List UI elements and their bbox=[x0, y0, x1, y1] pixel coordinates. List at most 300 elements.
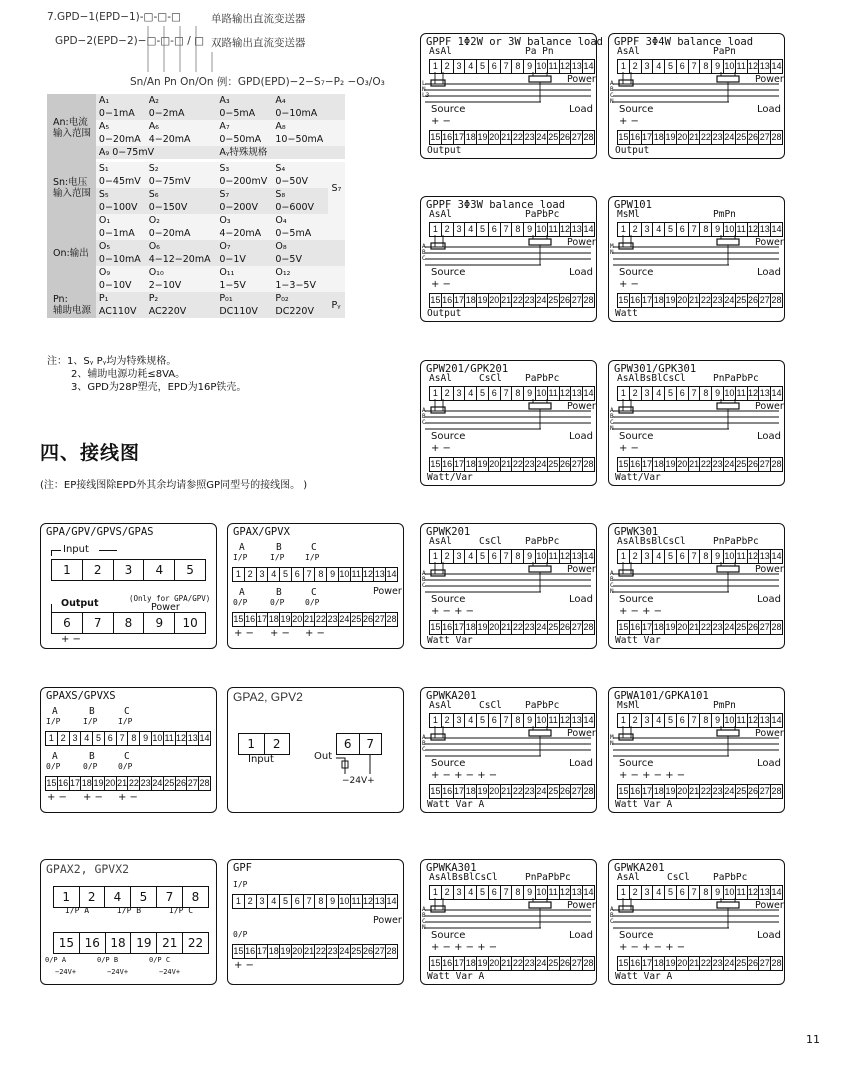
terminal: 22 bbox=[512, 132, 523, 142]
terminal: 16 bbox=[442, 622, 453, 632]
terminal: 1 bbox=[618, 886, 630, 899]
terminal: 13 bbox=[374, 569, 385, 579]
phase-label: A bbox=[422, 734, 426, 741]
terminal: 6 bbox=[489, 223, 501, 236]
terminal: 5 bbox=[665, 223, 677, 236]
polarity-label: + − bbox=[619, 279, 639, 290]
terminal: 8 bbox=[700, 223, 712, 236]
model-desc-2: 双路输出直流变送器 bbox=[211, 37, 306, 49]
terminal: 28 bbox=[583, 295, 594, 305]
polarity-label: + − bbox=[619, 443, 639, 454]
terminal: 16 bbox=[630, 459, 641, 469]
diagram-title: GPPF 1Φ2W or 3W balance load bbox=[426, 36, 604, 48]
terminal: 21 bbox=[501, 295, 512, 305]
terminal: 5 bbox=[477, 387, 489, 400]
terminal: 13 bbox=[759, 61, 770, 71]
terminal: 14 bbox=[583, 551, 594, 561]
terminal: 6 bbox=[489, 60, 501, 73]
terminal: 24 bbox=[724, 295, 735, 305]
terminal: 5 bbox=[280, 895, 292, 908]
terminal: 17 bbox=[69, 778, 80, 788]
right-channel-label: PaPbPc bbox=[713, 872, 748, 883]
terminal: 6 bbox=[677, 223, 689, 236]
terminal: 12 bbox=[559, 715, 570, 725]
phase-label: C bbox=[610, 419, 614, 426]
terminal: 5 bbox=[665, 550, 677, 563]
right-channel-label: PmPn bbox=[713, 209, 736, 220]
terminal: 3 bbox=[642, 223, 654, 236]
terminal: 25 bbox=[548, 958, 559, 968]
terminal: 11 bbox=[736, 388, 746, 398]
terminal: 7 bbox=[501, 223, 513, 236]
terminal: 15 bbox=[46, 778, 57, 788]
right-channel-label: PaPbPc bbox=[525, 209, 560, 220]
phase-label: C bbox=[422, 255, 426, 262]
right-channel-label: PnPaPbPc bbox=[525, 872, 571, 883]
terminal: 7 bbox=[304, 895, 316, 908]
terminal: 11 bbox=[736, 715, 746, 725]
terminal: 6 bbox=[489, 886, 501, 899]
terminal: 15 bbox=[618, 786, 629, 796]
terminal: 15 bbox=[618, 459, 629, 469]
diagram-title: GPPF 3Φ4W balance load bbox=[614, 36, 754, 48]
terminal: 18 bbox=[268, 946, 279, 956]
terminal: 9 bbox=[712, 550, 724, 563]
output-type-label: Watt Var bbox=[615, 635, 661, 646]
terminal: 19 bbox=[477, 622, 488, 632]
terminal: 2 bbox=[58, 732, 70, 745]
model-desc-1: 单路输出直流变送器 bbox=[211, 13, 306, 25]
polarity-label: + − bbox=[619, 116, 639, 127]
right-channel-label: Pa Pn bbox=[525, 46, 554, 57]
terminal: 27 bbox=[571, 622, 582, 632]
phase-label: A bbox=[610, 80, 614, 87]
right-channel-label: PnPaPbPc bbox=[713, 536, 759, 547]
terminal: 2 bbox=[442, 714, 454, 727]
terminal: 15 bbox=[430, 295, 441, 305]
terminal: 3 bbox=[454, 886, 466, 899]
terminal: 22 bbox=[512, 295, 523, 305]
source-label: Source bbox=[619, 267, 654, 278]
terminal: 25 bbox=[736, 958, 747, 968]
terminal: 7 bbox=[689, 886, 701, 899]
phase-label: B bbox=[610, 576, 614, 583]
terminal: 9 bbox=[524, 387, 536, 400]
section-title: 四、接线图 bbox=[40, 442, 141, 464]
terminal: 24 bbox=[724, 786, 735, 796]
terminal: 2 bbox=[630, 223, 642, 236]
diagram-gpwa101 bbox=[608, 687, 785, 813]
terminal: 13 bbox=[759, 388, 770, 398]
terminal: 24 bbox=[339, 946, 350, 956]
terminal: 8 bbox=[512, 387, 524, 400]
terminal: 23 bbox=[712, 958, 723, 968]
terminal: 28 bbox=[771, 958, 782, 968]
phase-label: B bbox=[422, 249, 426, 256]
terminal: 2 bbox=[630, 714, 642, 727]
terminal: 26 bbox=[559, 132, 570, 142]
terminal: 3 bbox=[642, 387, 654, 400]
terminal-row-bottom bbox=[429, 293, 595, 308]
terminal: 21 bbox=[304, 946, 315, 956]
terminal: 5 bbox=[665, 886, 677, 899]
terminal: 15 bbox=[233, 614, 244, 624]
source-label: Source bbox=[619, 930, 654, 941]
terminal: 8 bbox=[128, 732, 140, 745]
terminal: 11 bbox=[548, 887, 558, 897]
terminal: 24 bbox=[536, 622, 547, 632]
left-channel-label: AsAl bbox=[429, 373, 452, 384]
terminal: 6 bbox=[677, 387, 689, 400]
terminal: 20 bbox=[677, 295, 688, 305]
terminal: 13 bbox=[187, 733, 198, 743]
terminal: 27 bbox=[374, 614, 385, 624]
terminal: 5 bbox=[665, 387, 677, 400]
terminal: 6 bbox=[677, 886, 689, 899]
terminal: 1 bbox=[430, 223, 442, 236]
terminal: 3 bbox=[454, 550, 466, 563]
diagram-gpaxs: GPAXS/GPVXS A B C I/P I/P I/P 1 2 3 4 5 6 7 8 9 10 11 12 13 14 A B C 0/P 0/P 0/P 15 16 17 18 19 20 21 22 23 24 25 26 27 28 + − + − + − bbox=[40, 687, 217, 813]
terminal: 10 bbox=[724, 61, 735, 71]
terminal: 21 bbox=[689, 459, 700, 469]
phase-label: C bbox=[422, 419, 426, 426]
terminal: 9 bbox=[524, 223, 536, 236]
terminal: 5 bbox=[93, 732, 105, 745]
terminal: 11 bbox=[736, 61, 746, 71]
terminal: 17 bbox=[641, 295, 652, 305]
terminal: 7 bbox=[501, 714, 513, 727]
terminal: 16 bbox=[442, 958, 453, 968]
terminal: 9 bbox=[524, 886, 536, 899]
terminal: 20 bbox=[292, 946, 303, 956]
terminal: 13 bbox=[571, 887, 582, 897]
load-label: Load bbox=[569, 930, 593, 941]
diagram-title: GPW301/GPK301 bbox=[614, 363, 697, 375]
left-channel-label: AsAlBsBlCsCl bbox=[617, 373, 686, 384]
diagram-gpw301 bbox=[608, 360, 785, 486]
phase-label: N bbox=[610, 98, 614, 105]
terminal: 10 bbox=[536, 224, 547, 234]
diagram-gpw201 bbox=[420, 360, 597, 486]
terminal-row-bottom bbox=[429, 130, 595, 145]
right-channel-label: PmPn bbox=[713, 700, 736, 711]
terminal: 27 bbox=[571, 958, 582, 968]
terminal: 10 bbox=[724, 715, 735, 725]
terminal: 17 bbox=[256, 614, 267, 624]
polarity-label: + − + − + − bbox=[619, 770, 686, 781]
terminal: 6 bbox=[489, 387, 501, 400]
input-label: Input bbox=[63, 544, 89, 555]
terminal-row-bottom bbox=[232, 944, 398, 959]
source-label: Source bbox=[431, 267, 466, 278]
terminal: 20 bbox=[677, 622, 688, 632]
terminal: 9 bbox=[712, 886, 724, 899]
diagram-gpw101 bbox=[608, 196, 785, 322]
terminal: 20 bbox=[105, 778, 116, 788]
terminal: 16 bbox=[442, 459, 453, 469]
terminal: 26 bbox=[175, 778, 186, 788]
diagram-gpwka301 bbox=[420, 859, 597, 985]
terminal: 10 bbox=[536, 887, 547, 897]
terminal: 23 bbox=[712, 459, 723, 469]
phase-label: A bbox=[610, 906, 614, 913]
terminal-row-bottom bbox=[45, 776, 211, 791]
terminal: 18 bbox=[268, 614, 279, 624]
terminal: 21 bbox=[304, 614, 315, 624]
terminal: 26 bbox=[559, 459, 570, 469]
terminal: 18 bbox=[81, 778, 92, 788]
terminal: 19 bbox=[93, 778, 104, 788]
power-label: Power bbox=[567, 74, 596, 85]
terminal: 18 bbox=[465, 622, 476, 632]
terminal: 28 bbox=[386, 946, 397, 956]
pn-label: Pn: 辅助电源 bbox=[47, 292, 96, 318]
terminal: 25 bbox=[548, 786, 559, 796]
power-label: Power bbox=[755, 728, 784, 739]
terminal: 18 bbox=[653, 786, 664, 796]
terminal: 9 bbox=[327, 895, 339, 908]
terminal: 16 bbox=[442, 786, 453, 796]
terminal: 1 bbox=[618, 387, 630, 400]
phase-label: A bbox=[422, 570, 426, 577]
diagram-gppf1 bbox=[420, 33, 604, 159]
terminal: 6 bbox=[677, 550, 689, 563]
terminal: 16 bbox=[442, 132, 453, 142]
terminal: 4 bbox=[465, 714, 477, 727]
terminal: 11 bbox=[736, 224, 746, 234]
terminal: 8 bbox=[700, 387, 712, 400]
power-label: Power bbox=[567, 401, 596, 412]
model-code-1: 7.GPD−1(EPD−1)-□-□-□ bbox=[47, 11, 181, 23]
code-bracket-lines bbox=[120, 20, 230, 76]
terminal: 17 bbox=[256, 946, 267, 956]
mid-channel-label: CsCl bbox=[667, 872, 690, 883]
phase-label: L3 bbox=[422, 92, 430, 99]
terminal: 5 bbox=[280, 568, 292, 581]
terminal: 22 bbox=[700, 786, 711, 796]
mid-channel-label: CsCl bbox=[479, 700, 502, 711]
power-label: Power bbox=[755, 401, 784, 412]
diagram-gpf: GPF I/P 1 2 3 4 5 6 7 8 9 10 11 12 13 14 Power 0/P 15 16 17 18 19 20 21 22 23 24 25 26 27 28 + − bbox=[227, 859, 404, 985]
terminal: 19 bbox=[665, 459, 676, 469]
terminal: 17 bbox=[453, 622, 464, 632]
terminal: 4 bbox=[653, 60, 665, 73]
terminal: 20 bbox=[489, 295, 500, 305]
terminal-row-bottom bbox=[429, 620, 595, 635]
terminal: 23 bbox=[524, 295, 535, 305]
terminal: 16 bbox=[630, 295, 641, 305]
terminal: 8 bbox=[512, 886, 524, 899]
terminal: 4 bbox=[268, 895, 280, 908]
terminal: 4 bbox=[81, 732, 93, 745]
terminal: 3 bbox=[454, 714, 466, 727]
terminal: 14 bbox=[386, 896, 397, 906]
terminal: 27 bbox=[759, 958, 770, 968]
load-label: Load bbox=[569, 267, 593, 278]
terminal: 5 bbox=[477, 886, 489, 899]
mid-channel-label: CsCl bbox=[479, 373, 502, 384]
terminal: 23 bbox=[524, 132, 535, 142]
diagram-title: GPWKA301 bbox=[426, 862, 477, 874]
terminal: 26 bbox=[362, 614, 373, 624]
terminal: 26 bbox=[747, 786, 758, 796]
terminal: 20 bbox=[677, 132, 688, 142]
terminal: 2 bbox=[630, 60, 642, 73]
terminal: 14 bbox=[771, 887, 782, 897]
terminal: 25 bbox=[164, 778, 175, 788]
power-label: Power bbox=[567, 728, 596, 739]
terminal: 17 bbox=[641, 786, 652, 796]
terminal-row-top bbox=[232, 894, 398, 909]
terminal: 25 bbox=[736, 132, 747, 142]
phase-label: A bbox=[422, 906, 426, 913]
terminal: 28 bbox=[771, 132, 782, 142]
left-channel-label: AsAl bbox=[429, 46, 452, 57]
terminal: 14 bbox=[583, 887, 594, 897]
terminal: 13 bbox=[759, 715, 770, 725]
phase-label: B bbox=[610, 86, 614, 93]
terminal: 27 bbox=[571, 295, 582, 305]
power-label: Power bbox=[755, 237, 784, 248]
terminal: 19 bbox=[477, 786, 488, 796]
terminal: 6 bbox=[489, 714, 501, 727]
terminal: 14 bbox=[771, 388, 782, 398]
input-terminals: 1 2 3 4 5 bbox=[51, 559, 206, 581]
terminal: 16 bbox=[630, 132, 641, 142]
terminal: 24 bbox=[152, 778, 163, 788]
terminal: 21 bbox=[689, 622, 700, 632]
diagram-gpwk301 bbox=[608, 523, 785, 649]
terminal: 4 bbox=[653, 886, 665, 899]
left-channel-label: AsAl bbox=[429, 209, 452, 220]
terminal: 21 bbox=[501, 958, 512, 968]
terminal: 21 bbox=[501, 459, 512, 469]
terminal: 27 bbox=[571, 459, 582, 469]
phase-label: C bbox=[422, 582, 426, 589]
source-label: Source bbox=[619, 104, 654, 115]
terminal: 13 bbox=[759, 887, 770, 897]
source-label: Source bbox=[619, 431, 654, 442]
diagram-title: GPAXS/GPVXS bbox=[46, 690, 116, 702]
terminal: 28 bbox=[386, 614, 397, 624]
terminal: 20 bbox=[677, 459, 688, 469]
terminal: 20 bbox=[489, 459, 500, 469]
terminal: 10 bbox=[536, 715, 547, 725]
terminal-row-top bbox=[45, 731, 211, 746]
terminal: 26 bbox=[747, 295, 758, 305]
terminal: 13 bbox=[571, 224, 582, 234]
terminal: 12 bbox=[559, 887, 570, 897]
note-2: 2、辅助电源功耗≤8VA。 bbox=[71, 369, 186, 380]
terminal: 2 bbox=[245, 568, 257, 581]
terminal: 2 bbox=[630, 387, 642, 400]
right-channel-label: PaPbPc bbox=[525, 373, 560, 384]
left-channel-label: AsAl bbox=[617, 872, 640, 883]
input-terminals: 1 2 bbox=[238, 733, 290, 755]
terminal: 11 bbox=[548, 551, 558, 561]
terminal: 12 bbox=[747, 388, 758, 398]
terminal: 18 bbox=[465, 132, 476, 142]
phase-label: A bbox=[610, 570, 614, 577]
terminal: 10 bbox=[536, 388, 547, 398]
terminal: 12 bbox=[747, 551, 758, 561]
source-label: Source bbox=[619, 758, 654, 769]
terminal: 19 bbox=[665, 622, 676, 632]
terminal: 22 bbox=[128, 778, 139, 788]
terminal: 13 bbox=[759, 224, 770, 234]
terminal: 11 bbox=[736, 551, 746, 561]
note-3: 3、GPD为28P塑壳，EPD为16P铁壳。 bbox=[71, 382, 247, 393]
terminal: 23 bbox=[712, 132, 723, 142]
section-note: (注：EP接线图除EPD外其余均请参照GP同型号的接线图。 ) bbox=[40, 480, 308, 491]
phase-label: B bbox=[610, 912, 614, 919]
terminal: 28 bbox=[771, 295, 782, 305]
terminal: 9 bbox=[524, 550, 536, 563]
terminal: 3 bbox=[70, 732, 82, 745]
phase-label: N bbox=[610, 740, 614, 747]
terminal: 14 bbox=[583, 388, 594, 398]
terminal: 24 bbox=[536, 459, 547, 469]
terminal: 28 bbox=[583, 132, 594, 142]
load-label: Load bbox=[569, 758, 593, 769]
terminal: 14 bbox=[199, 733, 210, 743]
terminal: 3 bbox=[642, 60, 654, 73]
phase-label: A bbox=[610, 407, 614, 414]
phase-label: C bbox=[422, 918, 426, 925]
gpa-note: (Only for GPA/GPV) bbox=[129, 594, 211, 603]
terminal: 15 bbox=[430, 958, 441, 968]
terminal: 4 bbox=[653, 223, 665, 236]
source-label: Source bbox=[431, 594, 466, 605]
terminal: 20 bbox=[489, 786, 500, 796]
terminal: 21 bbox=[689, 958, 700, 968]
terminal: 15 bbox=[430, 132, 441, 142]
output-type-label: Watt Var A bbox=[615, 971, 673, 982]
terminal: 10 bbox=[724, 388, 735, 398]
spec-table: An:电流 输入范围 A₁ A₂ A₃ A₄ 0−1mA 0−2mA 0−5mA 0−10mA A₅ A₆ A₇ A₈ 0−20mA 4−20mA 0−50mA 10−50mA A₉ 0−75mV Aᵧ特殊规格 Sn:电压 输入范围 S₁ S₂ S₃ S₄ S₇ 0−45mV 0−75mV 0−200mV 0−50V S₅ S₆ S₇ S₈ 0−100V 0−150V 0−200V 0−600V On:输出 O₁ O₂ O₃ O₄ 0−1mA 0−20mA 4−20mA 0−5mA O₅ O₆ O₇ O₈ 0−10mA 4−12−20mA 0−1V 0−5V O₉ O₁₀ O₁₁ O₁₂ 0−10V 2−10V 1−5V 1−3−5V Pn: 辅助电源 P₁ P₂ P₀₁ P₀₂ Pᵧ AC110V AC220V DC110V DC220V bbox=[47, 94, 345, 318]
terminal: 23 bbox=[327, 946, 338, 956]
terminal: 21 bbox=[689, 786, 700, 796]
sn-label: Sn:电压 输入范围 bbox=[47, 162, 96, 214]
output-type-label: Watt Var A bbox=[427, 971, 485, 982]
terminal: 24 bbox=[724, 958, 735, 968]
terminal: 15 bbox=[430, 622, 441, 632]
terminal: 6 bbox=[677, 714, 689, 727]
output-label: Output bbox=[61, 598, 99, 609]
terminal: 13 bbox=[571, 388, 582, 398]
terminal: 20 bbox=[677, 958, 688, 968]
terminal: 22 bbox=[315, 614, 326, 624]
terminal: 27 bbox=[759, 786, 770, 796]
terminal: 11 bbox=[548, 715, 558, 725]
terminal: 1 bbox=[618, 714, 630, 727]
terminal: 17 bbox=[453, 132, 464, 142]
terminal: 19 bbox=[477, 958, 488, 968]
terminal: 19 bbox=[665, 295, 676, 305]
terminal: 15 bbox=[233, 946, 244, 956]
terminal: 16 bbox=[630, 622, 641, 632]
terminal: 1 bbox=[618, 60, 630, 73]
terminal: 27 bbox=[571, 786, 582, 796]
diagram-title: GPAX2, GPVX2 bbox=[46, 862, 130, 876]
terminal: 28 bbox=[771, 786, 782, 796]
terminal: 28 bbox=[771, 459, 782, 469]
terminal: 19 bbox=[665, 786, 676, 796]
terminal: 20 bbox=[489, 132, 500, 142]
terminal: 1 bbox=[618, 223, 630, 236]
output-type-label: Watt Var A bbox=[615, 799, 673, 810]
terminal: 4 bbox=[465, 223, 477, 236]
